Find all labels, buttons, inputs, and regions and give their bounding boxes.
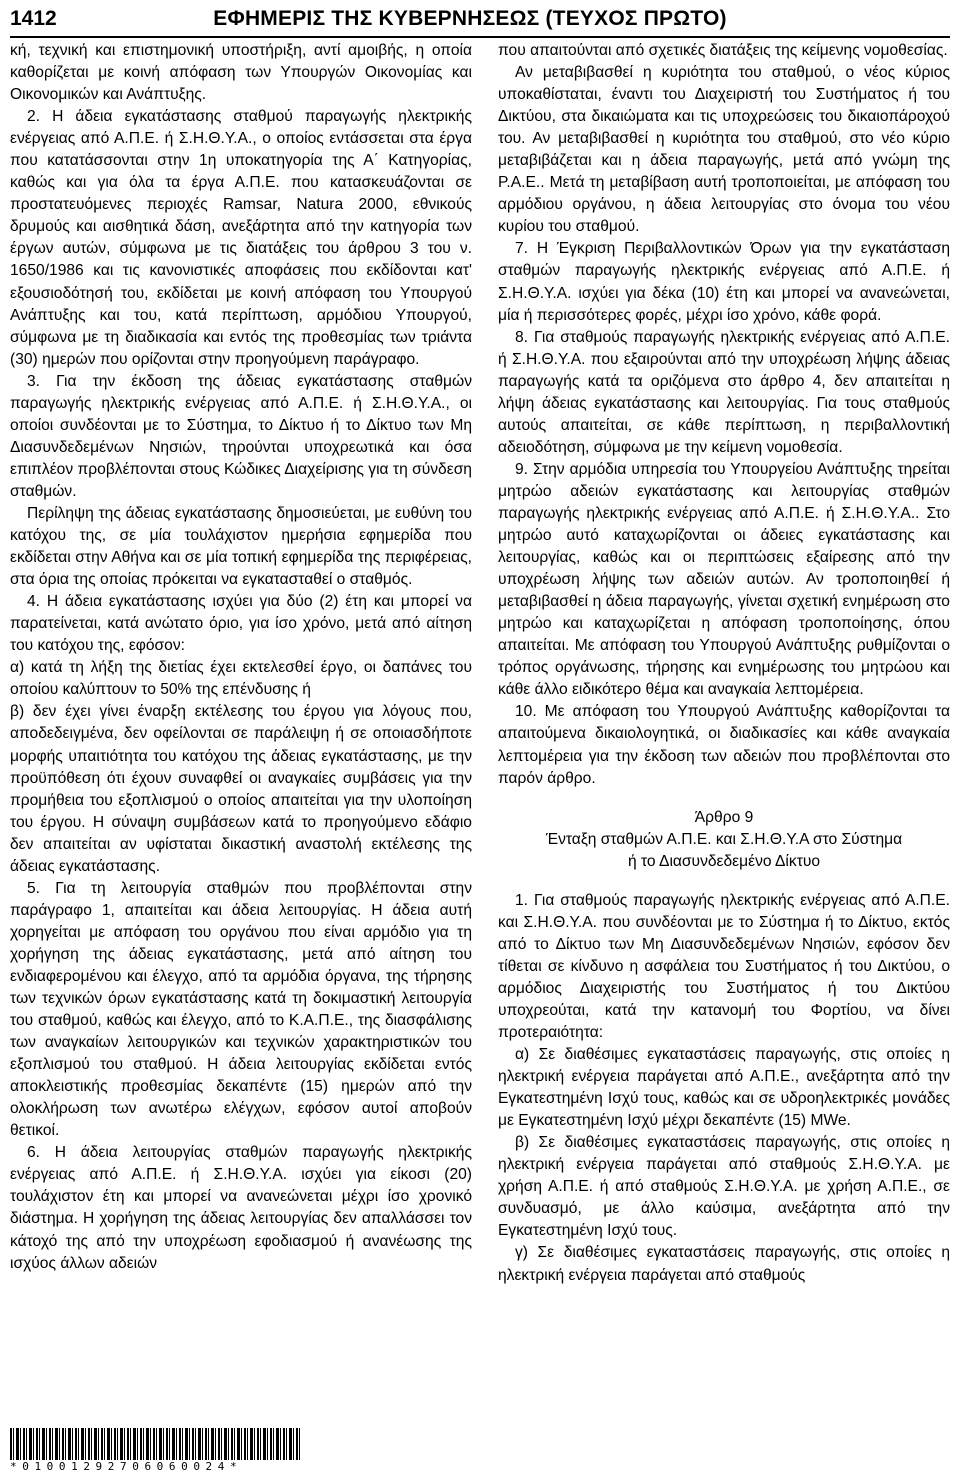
- header-rule: [10, 36, 950, 38]
- page-header: [10, 6, 950, 32]
- paragraph: 8. Για σταθμούς παραγωγής ηλεκτρικής ενέργειας από Α.Π.Ε. ή Σ.Η.Θ.Υ.Α. που εξαιρούνται από την υποχρέωση λήψης άδειας παραγωγής κατά τα οριζόμενα στο άρθρο 4, δεν απαιτείται η λήψη άδειας εγκατάστασης και λειτουργίας. Για τους σταθμούς αυτούς απαιτείται, σε κάθε περίπτωση, η περιβαλλοντική αδειοδότηση, σύμφωνα με την κείμενη νομοθεσία.: [498, 328, 950, 456]
- paragraph: 7. Η Έγκριση Περιβαλλοντικών Όρων για την εγκατάσταση σταθμών παραγωγής ηλεκτρικής ενέργειας από Α.Π.Ε. ή Σ.Η.Θ.Υ.Α. ισχύει για δέκα (10) έτη και μπορεί να ανανεώνεται, μία ή περισσότερες φορές, μέχρι ίσο χρόνο, κάθε φορά.: [498, 240, 950, 324]
- article-subject-line: ή το Διασυνδεδεμένο Δίκτυο: [627, 852, 821, 870]
- paragraph: 10. Με απόφαση του Υπουργού Ανάπτυξης καθορίζονται τα απαιτούμενα δικαιολογητικά, οι διαδικασίες και κάθε αναγκαία λεπτομέρεια για την έκδοση των αδειών που προβλέπονται στο παρόν άρθρο.: [498, 703, 950, 787]
- paragraph: 1. Για σταθμούς παραγωγής ηλεκτρικής ενέργειας από Α.Π.Ε. και Σ.Η.Θ.Υ.Α. που συνδέονται με το Σύστημα ή το Δίκτυο, εκτός από το Δίκτυο των Μη Διασυνδεδεμένων Νησιών, εφόσον δεν τίθεται σε κίνδυνο η ασφάλεια του Συστήματος ή του Δικτύου, ο αρμόδιος Διαχειριστής του Συστήματος ή του Δικτύου υποχρεούται, κατά την κατανομή του Φορτίου, να δίνει προτεραιότητα:: [498, 891, 950, 1042]
- paragraph: γ) Σε διαθέσιμες εγκαταστάσεις παραγωγής, στις οποίες η ηλεκτρική ενέργεια παράγεται από σταθμούς: [498, 1244, 950, 1284]
- paragraph: κή, τεχνική και επιστημονική υποστήριξη, αντί αμοιβής, η οποία καθορίζεται με κοινή απόφαση των Υπουργών Οικονομίας και Οικονομικών και Ανάπτυξης.: [10, 42, 472, 104]
- paragraph: 3. Για την έκδοση της άδειας εγκατάστασης σταθμών παραγωγής ηλεκτρικής ενέργειας από Α.Π.Ε. ή Σ.Η.Θ.Υ.Α., οι οποίοι συνδέονται με το Σύστημα, το Δίκτυο ή το Δίκτυο των Μη Διασυνδεδεμένων Νησιών, τηρούνται υποχρεωτικά και όσα επιπλέον προβλέπονται στους Κώδικες Διαχείρισης για τη σύνδεση σταθμών.: [10, 372, 472, 500]
- paragraph: 4. Η άδεια εγκατάστασης ισχύει για δύο (2) έτη και μπορεί να παρατείνεται, κατά ανώτατο όριο, για ίσο χρόνο, μετά από αίτηση του κατόχου της, εφόσον:: [10, 593, 472, 655]
- barcode: [10, 1428, 300, 1462]
- page-number: 1412: [10, 7, 57, 30]
- paragraph: β) Σε διαθέσιμες εγκαταστάσεις παραγωγής, στις οποίες η ηλεκτρική ενέργεια παράγεται από σταθμούς Σ.Η.Θ.Υ.Α. με χρήση Α.Π.Ε. ή από σταθμούς Σ.Η.Θ.Υ.Α. με χρήση Α.Π.Ε., σε συνδυασμό, με άλλο καύσιμα, ανεξάρτητα από την Εγκατεστημένη Ισχύ τους.: [498, 1134, 950, 1240]
- right-column: [498, 40, 950, 1287]
- paragraph: 5. Για τη λειτουργία σταθμών που προβλέπονται στην παράγραφο 1, απαιτείται και άδεια λειτουργίας. Η άδεια αυτή χορηγείται με απόφαση του οργάνου που είναι αρμόδιο για τη χορήγηση της άδειας εγκατάστασης, μετά από αίτηση του ενδιαφερομένου και έλεγχο, από τα αρμόδια όργανα, της τήρησης των τεχνικών όρων εγκατάστασης κατά τη δοκιμαστική λειτουργία του σταθμού, καθώς και έλεγχο, από το Κ.Α.Π.Ε., της διασφάλισης των αναγκαίων λειτουργικών και τεχνικών χαρακτηριστικών του εξοπλισμού του σταθμού. Η άδεια λειτουργίας εκδίδεται εντός αποκλειστικής προθεσμίας δεκαπέντε (15) ημερών από την ολοκλήρωση των ανωτέρω ελέγχων, εφόσον αυτοί αποβούν θετικοί.: [10, 879, 472, 1140]
- gazette-title: ΕΦΗΜΕΡΙΣ ΤΗΣ ΚΥΒΕΡΝΗΣΕΩΣ (ΤΕΥΧΟΣ ΠΡΩΤΟ): [213, 7, 727, 30]
- paragraph: 6. Η άδεια λειτουργίας σταθμών παραγωγής ηλεκτρικής ενέργειας από Α.Π.Ε. ή Σ.Η.Θ.Υ.Α. ισχύει για είκοσι (20) τουλάχιστον έτη και μπορεί να ανανεώνεται μέχρι ίσο χρονικό διάστημα. Η χορήγηση της άδειας λειτουργίας δεν απαλλάσσει τον κάτοχό της από την υποχρέωση εφοδιασμού ή ανανέωσης της ισχύος άλλων αδειών: [10, 1144, 472, 1272]
- paragraph: β) δεν έχει γίνει έναρξη εκτέλεσης του έργου για λόγους που, αποδεδειγμένα, δεν οφείλονται σε παράλειψη ή σε οποιασδήποτε μορφής υπαιτιότητα του κατόχου της άδειας εγκατάστασης, με την προϋπόθεση ότι έχουν συναφθεί οι αναγκαίες συμβάσεις για την προμήθεια του εξοπλισμού ο οποίος απαιτείται για την υλοποίηση του έργου. Η σύναψη συμβάσεων κατά το προηγούμενο εδάφιο δεν απαιτείται αν υφίσταται δικαστική αναστολή εκτέλεσης της άδειας εγκατάστασης.: [10, 703, 472, 875]
- paragraph: που απαιτούνται από σχετικές διατάξεις της κείμενης νομοθεσίας.: [498, 42, 948, 59]
- article-heading: Άρθρο 9: [694, 808, 754, 826]
- paragraph: 2. Η άδεια εγκατάστασης σταθμού παραγωγής ηλεκτρικής ενέργειας από Α.Π.Ε. ή Σ.Η.Θ.Υ.Α., ο οποίος εντάσσεται στα έργα που κατατάσσονται στην 1η υποκατηγορία της Α΄ Κατηγορίας, καθώς και για όλα τα έργα Α.Π.Ε. που κατασκευάζονται σε προστατευόμενες περιοχές Ramsar, Natura 2000, εθνικούς δρυμούς και αισθητικά δάση, ανεξάρτητα από την κατηγορία των έργων αυτών, σύμφωνα με τις διατάξεις του άρθρου 3 του ν. 1650/1986 και τις κανονιστικές αποφάσεις που εκδίδονται κατ' εξουσιοδότησή του, εκδίδεται με κοινή απόφαση του Υπουργού Ανάπτυξης και του, κατά περίπτωση, αρμόδιου Υπουργού, σύμφωνα με τη διαδικασία και εντός της προθεσμίας των τριάντα (30) ημερών που ορίζονται στην προηγούμενη παράγραφο.: [10, 108, 472, 368]
- paragraph: 9. Στην αρμόδια υπηρεσία του Υπουργείου Ανάπτυξης τηρείται μητρώο αδειών εγκατάστασης και λειτουργίας σταθμών παραγωγής ηλεκτρικής ενέργειας από Α.Π.Ε. ή Σ.Η.Θ.Υ.Α.. Στο μητρώο αυτό καταχωρίζονται οι άδειες εγκατάστασης και λειτουργίας, καθώς και οι περιπτώσεις εξαίρεσης από την υποχρέωση λήψης των αδειών αυτών. Αν τροποποιηθεί ή μεταβιβασθεί η άδεια παραγωγής, γίνεται σχετική ενημέρωση στο μητρώο και καταχωρίζεται η απόφαση τροποποίησης, όπου απαιτείται. Με απόφαση του Υπουργού Ανάπτυξης ρυθμίζονται ο τρόπος οργάνωσης, τήρησης και ενημέρωσης του μητρώου και κάθε άλλο ειδικότερο θέμα και αναγκαία λεπτομέρεια.: [498, 460, 950, 699]
- paragraph: α) Σε διαθέσιμες εγκαταστάσεις παραγωγής, στις οποίες η ηλεκτρική ενέργεια παράγεται από Α.Π.Ε., ανεξάρτητα από την Εγκατεστημένη Ισχύ τους, καθώς και σε υδροηλεκτρικές μονάδες με Εγκατεστημένη Ισχύ μέχρι δεκαπέντε (15) MWe.: [498, 1046, 950, 1130]
- article-subject-line: Ένταξη σταθμών Α.Π.Ε. και Σ.Η.Θ.Υ.Α στο Σύστημα: [545, 830, 903, 848]
- paragraph: α) κατά τη λήξη της διετίας έχει εκτελεσθεί έργο, οι δαπάνες του οποίου καλύπτουν το 50% της επένδυσης ή: [10, 659, 472, 699]
- paragraph: Περίληψη της άδειας εγκατάστασης δημοσιεύεται, με ευθύνη του κατόχου της, σε μία τουλάχιστον ημερήσια εφημερίδα που εκδίδεται στην Αθήνα και σε μία τοπική εφημερίδα της περιφέρειας, στα όρια της οποίας πρόκειται να εγκατασταθεί ο σταθμός.: [10, 504, 472, 589]
- barcode-number: *01001292706060024*: [10, 1460, 300, 1474]
- left-column: [10, 40, 472, 1275]
- paragraph: Αν μεταβιβασθεί η κυριότητα του σταθμού, ο νέος κύριος υποκαθίσταται, έναντι του Διαχειριστή του Συστήματος ή του Δικτύου, στα δικαιώματα και τις υποχρεώσεις του δικαιοπάροχού του. Αν μεταβιβασθεί η κυριότητα του σταθμού, στο νέο κύριο μεταβιβάζεται και η άδεια παραγωγής, μετά από γνώμη της Ρ.Α.Ε.. Μετά τη μεταβίβαση αυτή τροποποιείται, με απόφαση του αρμόδιου οργάνου, η άδεια λειτουργίας στο όνομα του νέου κυρίου του σταθμού.: [498, 64, 950, 236]
